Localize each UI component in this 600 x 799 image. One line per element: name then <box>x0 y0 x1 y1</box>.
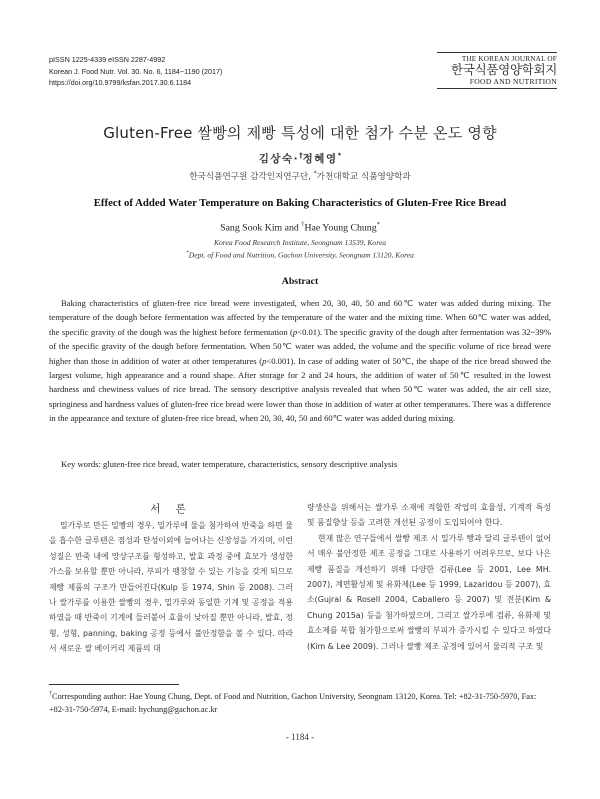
body-paragraph: 밀가루로 만든 밀빵의 경우, 밀가루에 물을 첨가하여 반죽을 하면 물을 흡수한 글루텐은 점성과 탄성이외에 늘어나는 신장성을 가지며, 이런 성질은 반죽 내에 망상구조를 형성하고, 발효 과정 중에 효모가 생성한 가스를 보유할 뿐만 아니라, 부피가 팽창할 수 있는 기능을 갖게 되므로 제빵 제품의 구조가 만들어진다(Kulp 등 1974, Shin 등 2008). 그러나 쌀가루를 이용한 쌀빵의 경우, 밀가루와 동일한 기계 및 공정을 적용하였을 때 반죽이 기계에 들러붙어 효율이 낮아질 뿐만 아니라, 발효, 정형, 성형, panning, baking 공정 등에서 불안정함을 볼 수 있다. 따라서 새로운 쌀 베이커리 제품의 대 <box>49 521 293 654</box>
korean-author-2: 정혜영 <box>302 153 338 165</box>
korean-author-1: 김상숙· <box>258 153 300 165</box>
korean-affil-1: 한국식품연구원 감각인지연구단, <box>189 172 314 182</box>
affil-mark: * <box>313 170 317 178</box>
logo-line-2: 한국식품영양학회지 <box>451 62 557 77</box>
doi-link[interactable]: https://doi.org/10.9799/ksfan.2017.30.6.1184 <box>49 78 192 88</box>
logo-bottom-rule <box>437 88 557 89</box>
corresponding-author-footnote <box>49 688 551 716</box>
abstract-heading: Abstract <box>281 276 319 287</box>
dagger-mark: † <box>301 221 305 228</box>
english-author-2: Hae Young Chung <box>304 222 377 234</box>
dagger-mark: † <box>299 151 303 160</box>
journal-logo <box>437 52 557 89</box>
publication-meta <box>49 54 222 89</box>
abstract-body <box>49 296 551 426</box>
p-value-symbol: p <box>262 355 267 366</box>
english-author-1: Sang Sook Kim and <box>220 222 302 234</box>
page-number: - 1184 - <box>285 732 315 742</box>
dagger-mark: † <box>49 691 52 697</box>
korean-affil-2: 가천대학교 식품영양학과 <box>316 172 411 182</box>
english-authors <box>0 221 600 233</box>
korean-affiliations <box>0 170 600 182</box>
abstract-part-2: <0.01). The specific gravity of the dough after fermentation was 32~39% of the specific gravity of the dough before fermentation. When 50℃ water was added, the volume and the specific volume of rice bread were higher than those in addition of water at other temperatures ( <box>49 326 551 366</box>
citation-line: Korean J. Food Nutr. Vol. 30. No. 6, 1184~1190 (2017) <box>49 66 223 76</box>
logo-line-3: FOOD AND NUTRITION <box>469 77 557 86</box>
korean-authors <box>0 151 600 166</box>
abstract-part-3: <0.001). In case of adding water of 50℃, the shape of the rice bread showed the largest volume, high appearance and a round shape. After storage for 2 and 24 hours, the addition of water of 50℃ resulted in the lowest hardness and chewiness values of rice bread. The sensory descriptive analysis revealed that when 50℃ water was added, the air cell size, springiness and hardness values of gluten-free rice bread were lower than those in addition of water at other temperatures. There was a difference in the appearance and texture of gluten-free rice bread, when 20, 30, 40, 50 and 60℃ water was added during mixing. <box>49 355 551 424</box>
affiliation-mark: * <box>376 221 380 228</box>
affiliation-mark: * <box>337 151 342 160</box>
english-affil-2-text: Dept. of Food and Nutrition, Gachon University, Seongnam 13120, Korea <box>188 250 414 260</box>
korean-title: Gluten-Free 쌀빵의 제빵 특성에 대한 첨가 수분 온도 영향 <box>103 124 497 142</box>
body-paragraph: 량생산을 위해서는 쌀가루 소재에 적합한 작업의 효율성, 기계적 특성 및 품질향상 등을 고려한 개선된 공정이 도입되어야 한다. <box>307 503 551 528</box>
footnote-rule <box>49 684 179 685</box>
affil-mark: * <box>186 250 189 256</box>
english-affil-2 <box>0 250 600 260</box>
body-column-right <box>307 500 551 654</box>
logo-top-rule <box>437 52 557 53</box>
abstract-part-1: Baking characteristics of gluten-free rice bread were investigated, when 20, 30, 40, 50 and 60℃ water was added during mixing. The temperature of the dough before fermentation was affected by the temperature of the water and the mixing time. When 60℃ water was added, the specific gravity of the dough was the highest before fermentation ( <box>49 298 551 337</box>
english-affil-1: Korea Food Research Institute, Seongnam 13539, Korea <box>213 238 387 247</box>
english-title: Effect of Added Water Temperature on Baking Characteristics of Gluten-Free Rice Bread <box>93 197 507 209</box>
body-column-left <box>49 518 293 657</box>
keywords: Key words: gluten-free rice bread, water temperature, characteristics, sensory descriptive analysis <box>61 459 398 469</box>
logo-line-1: THE KOREAN JOURNAL OF <box>461 55 557 63</box>
footnote-text: Corresponding author: Hae Young Chung, Dept. of Food and Nutrition, Gachon University, Seongnam 13120, Korea. Tel: +82-31-750-5970, Fax: +82-31-750-5974, E-mail: hychung@gachon.ac.kr <box>49 691 537 714</box>
p-value-symbol: p <box>292 326 298 337</box>
section-title: 서 론 <box>150 503 192 515</box>
body-paragraph: 현재 많은 연구들에서 쌀빵 제조 시 밀가루 빵과 달리 글루텐이 없어서 매우 불안정한 제조 공정을 그대로 사용하기 어려우므로, 보다 나은 제빵 품질을 개선하기 위해 다양한 검류(Lee 등 2001, Lee MH. 2007), 계면활성제 및 유화제(Lee 등 1999, Lazaridou 등 2007), 효소(Gujral & Rosell 2004, Caballero 등 2007) 및 전분(Kim & Chung 2015a) 등을 첨가하였으며, 그리고 쌀가루에 검류, 유화제 및 효소제를 복합 첨가함으로써 쌀빵의 부피가 증가시킬 수 있다고 하였다(Kim & Lee 2009). 그러나 쌀빵 제조 공정에 있어서 물리적 구조 및 <box>307 533 551 651</box>
issn-line: pISSN 1225-4339 eISSN 2287-4992 <box>49 55 166 64</box>
